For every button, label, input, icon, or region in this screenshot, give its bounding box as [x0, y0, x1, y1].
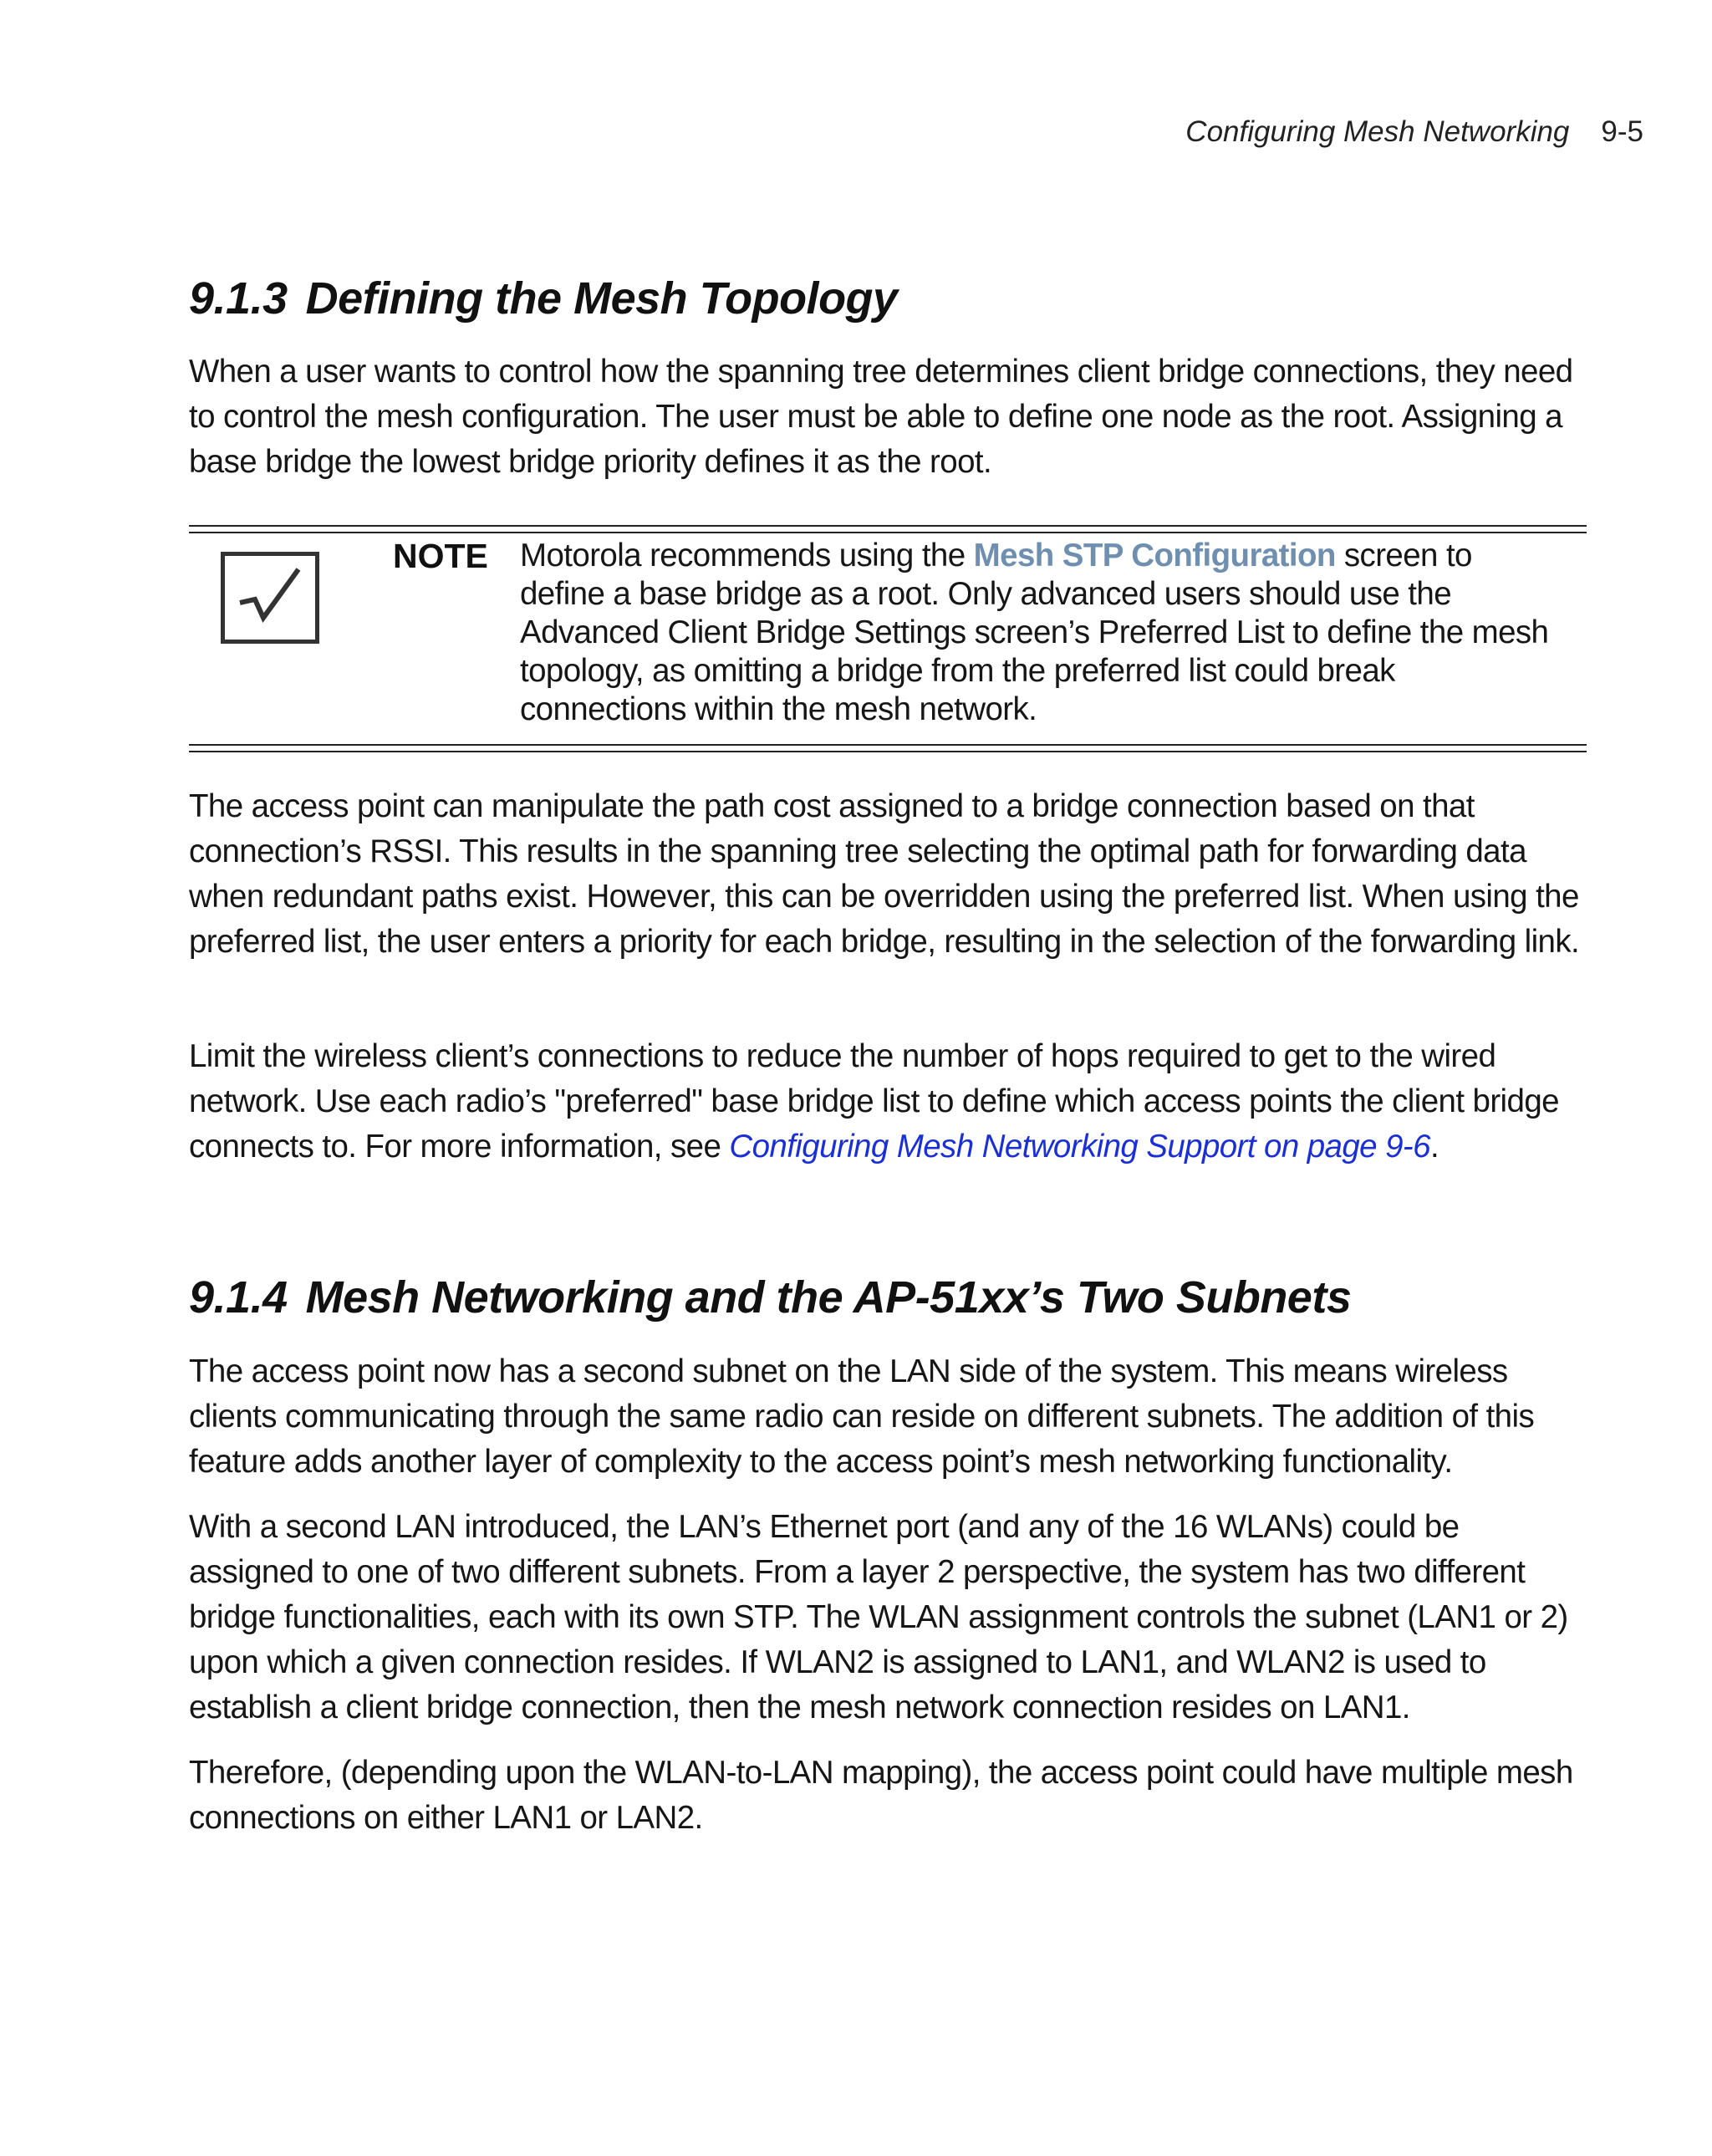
section-914-paragraph-1: The access point now has a second subnet on the LAN side of the system. This means wireless clients communicating through the same radio can reside on different subnets. The addition of this feature adds another layer of complexity to the access point’s mesh networking functionality.	[189, 1353, 1535, 1480]
section-913-heading	[189, 273, 1585, 324]
configuring-mesh-support-link[interactable]: Configuring Mesh Networking Support on page 9-6	[729, 1129, 1430, 1165]
section-914-number: 9.1.4	[189, 1272, 288, 1323]
section-914-title: Mesh Networking and the AP-51xx’s Two Subnets	[305, 1272, 1352, 1323]
section-913-title: Defining the Mesh Topology	[305, 273, 898, 324]
section-913-number: 9.1.3	[189, 273, 288, 324]
section-913-paragraph-3-end: .	[1429, 1129, 1439, 1165]
section-913-para3-wrap	[189, 1034, 1585, 1170]
section-913-para1-wrap	[189, 349, 1585, 485]
note-text-before: Motorola recommends using the	[520, 538, 974, 573]
section-914-paragraph-2: With a second LAN introduced, the LAN’s Ethernet port (and any of the 16 WLANs) could be assigned to one of two different subnets. From a layer 2 perspective, the system has two different bridge functionalities, each with its own STP. The WLAN assignment controls the subnet (LAN1 or 2) upon which a given connection resides. If WLAN2 is assigned to LAN1, and WLAN2 is used to establish a client bridge connection, then the mesh network connection resides on LAN1.	[189, 1509, 1568, 1725]
note-text	[520, 537, 1565, 729]
section-913-para2-wrap	[189, 784, 1585, 965]
note-bottom-rule-2	[189, 751, 1587, 752]
chapter-title: Configuring Mesh Networking	[1185, 115, 1570, 148]
note-top-rule	[189, 525, 1587, 527]
section-913-paragraph-3	[189, 1034, 1585, 1170]
section-914-paragraph-3: Therefore, (depending upon the WLAN-to-LAN mapping), the access point could have multiple mesh connections on either LAN1 or LAN2.	[189, 1755, 1573, 1836]
checkmark-icon	[221, 552, 319, 644]
note-bottom-rule	[189, 744, 1587, 746]
note-box	[189, 525, 1587, 756]
note-top-rule-2	[189, 532, 1587, 533]
section-914-para1-wrap	[189, 1349, 1585, 1485]
page-number: 9-5	[1601, 115, 1643, 148]
note-label: NOTE	[393, 537, 488, 575]
section-913-paragraph-1: When a user wants to control how the spanning tree determines client bridge connections, they need to control the mesh configuration. The user must be able to define one node as the root. Assigning a base bridge the lowest bridge priority defines it as the root.	[189, 354, 1573, 480]
section-914-heading	[189, 1272, 1585, 1323]
section-914-para3-wrap	[189, 1751, 1585, 1841]
section-914-para2-wrap	[189, 1505, 1585, 1730]
mesh-stp-configuration-reference: Mesh STP Configuration	[973, 538, 1336, 573]
note-text-after: screen to define a base bridge as a root. Only advanced users should use the Advanced Client Bridge Settings screen’s Preferred List to define the mesh topology, as omitting a bridge from the preferred list could break connections within the mesh network.	[520, 538, 1549, 727]
section-913-heading-wrap	[189, 273, 1585, 324]
section-913-paragraph-2: The access point can manipulate the path cost assigned to a bridge connection based on that connection’s RSSI. This results in the spanning tree selecting the optimal path for forwarding data when redundant paths exist. However, this can be overridden using the preferred list. When using the preferred list, the user enters a priority for each bridge, resulting in the selection of the forwarding link.	[189, 788, 1580, 960]
section-913-paragraph-3-text: Limit the wireless client’s connections to reduce the number of hops required to get to the wired network. Use each radio’s "preferred" base bridge list to define which access points the client bridge connects to. For more information, see	[189, 1038, 1559, 1165]
running-header	[1185, 115, 1643, 149]
section-914-heading-wrap	[189, 1272, 1585, 1323]
